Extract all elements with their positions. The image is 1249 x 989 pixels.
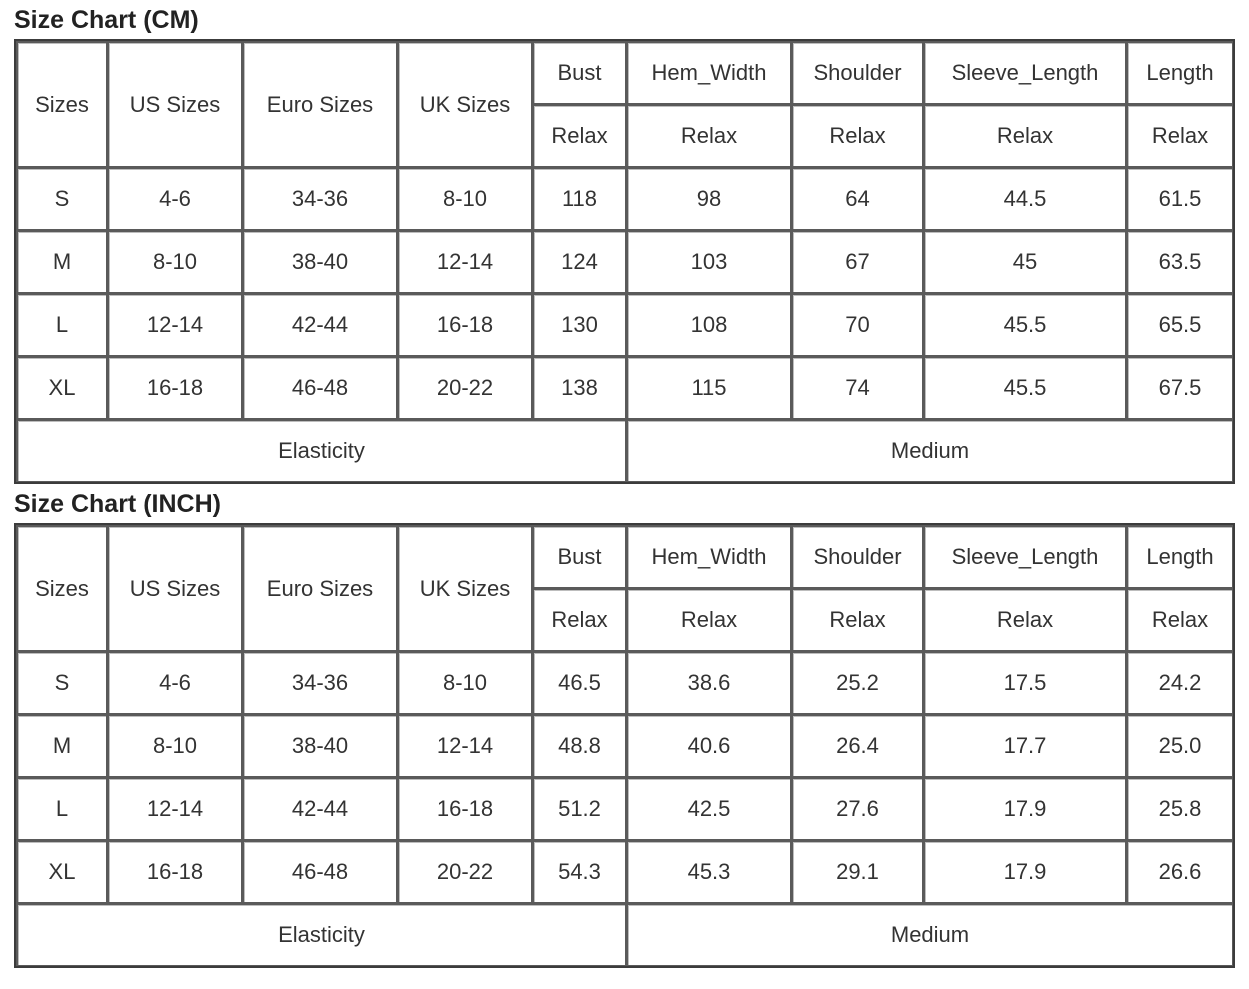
table-cell: 12-14 <box>397 714 532 777</box>
table-cell: 42.5 <box>626 777 791 840</box>
table-cell: 38-40 <box>242 230 397 293</box>
table-cell: 63.5 <box>1126 230 1233 293</box>
header-fit: Relax <box>626 104 791 167</box>
header-measure: Length <box>1126 41 1233 104</box>
header-row <box>16 41 1233 104</box>
table-cell: 46-48 <box>242 840 397 903</box>
table-cell: 26.4 <box>791 714 923 777</box>
table-cell: 40.6 <box>626 714 791 777</box>
table-row <box>16 840 1233 903</box>
table-cell: XL <box>16 356 107 419</box>
table-cell: 38-40 <box>242 714 397 777</box>
header-uk-sizes: UK Sizes <box>397 41 532 167</box>
table-cell: S <box>16 167 107 230</box>
header-sizes: Sizes <box>16 41 107 167</box>
table-cell: 38.6 <box>626 651 791 714</box>
table-cell: M <box>16 714 107 777</box>
header-row <box>16 525 1233 588</box>
table-cell: 65.5 <box>1126 293 1233 356</box>
table-cell: 108 <box>626 293 791 356</box>
table-cell: 98 <box>626 167 791 230</box>
table-cell: 8-10 <box>397 167 532 230</box>
table-cell: 27.6 <box>791 777 923 840</box>
table-cell: 42-44 <box>242 777 397 840</box>
elasticity-label: Elasticity <box>16 419 626 482</box>
header-measure: Bust <box>532 525 626 588</box>
table-cell: S <box>16 651 107 714</box>
header-measure: Sleeve_Length <box>923 525 1126 588</box>
header-uk-sizes: UK Sizes <box>397 525 532 651</box>
table-cell: 61.5 <box>1126 167 1233 230</box>
table-row <box>16 651 1233 714</box>
table-cell: 12-14 <box>397 230 532 293</box>
table-cell: 67.5 <box>1126 356 1233 419</box>
elasticity-row <box>16 419 1233 482</box>
table-cell: 45.3 <box>626 840 791 903</box>
header-fit: Relax <box>1126 104 1233 167</box>
size-chart-inch-title: Size Chart (INCH) <box>14 490 221 518</box>
table-cell: 16-18 <box>397 293 532 356</box>
table-cell: 25.2 <box>791 651 923 714</box>
table-cell: 20-22 <box>397 356 532 419</box>
table-row <box>16 714 1233 777</box>
header-fit: Relax <box>626 588 791 651</box>
table-cell: 4-6 <box>107 651 242 714</box>
table-row <box>16 356 1233 419</box>
table-cell: L <box>16 777 107 840</box>
elasticity-row <box>16 903 1233 966</box>
table-cell: 34-36 <box>242 167 397 230</box>
table-cell: 8-10 <box>397 651 532 714</box>
header-fit: Relax <box>923 588 1126 651</box>
header-fit: Relax <box>923 104 1126 167</box>
table-cell: 16-18 <box>397 777 532 840</box>
table-cell: 45 <box>923 230 1126 293</box>
table-cell: M <box>16 230 107 293</box>
table-row <box>16 230 1233 293</box>
table-cell: 24.2 <box>1126 651 1233 714</box>
header-us-sizes: US Sizes <box>107 41 242 167</box>
table-cell: 42-44 <box>242 293 397 356</box>
table-cell: 17.5 <box>923 651 1126 714</box>
table-cell: 67 <box>791 230 923 293</box>
header-us-sizes: US Sizes <box>107 525 242 651</box>
table-cell: 74 <box>791 356 923 419</box>
size-chart-cm-title: Size Chart (CM) <box>14 6 199 34</box>
header-sizes: Sizes <box>16 525 107 651</box>
size-chart-cm-table <box>14 39 1235 484</box>
table-cell: XL <box>16 840 107 903</box>
table-cell: 34-36 <box>242 651 397 714</box>
header-fit: Relax <box>532 104 626 167</box>
table-cell: 8-10 <box>107 714 242 777</box>
table-row <box>16 777 1233 840</box>
table-cell: 51.2 <box>532 777 626 840</box>
table-cell: 54.3 <box>532 840 626 903</box>
table-cell: L <box>16 293 107 356</box>
table-cell: 25.0 <box>1126 714 1233 777</box>
table-cell: 16-18 <box>107 356 242 419</box>
header-measure: Shoulder <box>791 525 923 588</box>
table-cell: 45.5 <box>923 293 1126 356</box>
header-measure: Hem_Width <box>626 41 791 104</box>
table-cell: 103 <box>626 230 791 293</box>
table-row <box>16 167 1233 230</box>
elasticity-label: Elasticity <box>16 903 626 966</box>
header-measure: Length <box>1126 525 1233 588</box>
header-measure: Sleeve_Length <box>923 41 1126 104</box>
header-measure: Hem_Width <box>626 525 791 588</box>
header-euro-sizes: Euro Sizes <box>242 41 397 167</box>
elasticity-value: Medium <box>626 419 1233 482</box>
table-cell: 29.1 <box>791 840 923 903</box>
table-cell: 4-6 <box>107 167 242 230</box>
header-fit: Relax <box>791 104 923 167</box>
table-cell: 26.6 <box>1126 840 1233 903</box>
header-fit: Relax <box>1126 588 1233 651</box>
table-cell: 124 <box>532 230 626 293</box>
table-cell: 138 <box>532 356 626 419</box>
table-cell: 12-14 <box>107 777 242 840</box>
header-measure: Bust <box>532 41 626 104</box>
table-cell: 17.9 <box>923 777 1126 840</box>
table-cell: 64 <box>791 167 923 230</box>
table-cell: 44.5 <box>923 167 1126 230</box>
table-cell: 118 <box>532 167 626 230</box>
table-cell: 48.8 <box>532 714 626 777</box>
table-cell: 45.5 <box>923 356 1126 419</box>
table-cell: 115 <box>626 356 791 419</box>
header-measure: Shoulder <box>791 41 923 104</box>
table-cell: 20-22 <box>397 840 532 903</box>
table-cell: 130 <box>532 293 626 356</box>
table-cell: 17.9 <box>923 840 1126 903</box>
table-cell: 46-48 <box>242 356 397 419</box>
header-euro-sizes: Euro Sizes <box>242 525 397 651</box>
table-cell: 16-18 <box>107 840 242 903</box>
header-fit: Relax <box>532 588 626 651</box>
table-cell: 70 <box>791 293 923 356</box>
table-cell: 8-10 <box>107 230 242 293</box>
table-cell: 25.8 <box>1126 777 1233 840</box>
elasticity-value: Medium <box>626 903 1233 966</box>
table-cell: 46.5 <box>532 651 626 714</box>
header-fit: Relax <box>791 588 923 651</box>
table-row <box>16 293 1233 356</box>
table-cell: 12-14 <box>107 293 242 356</box>
size-chart-inch-table <box>14 523 1235 968</box>
table-cell: 17.7 <box>923 714 1126 777</box>
